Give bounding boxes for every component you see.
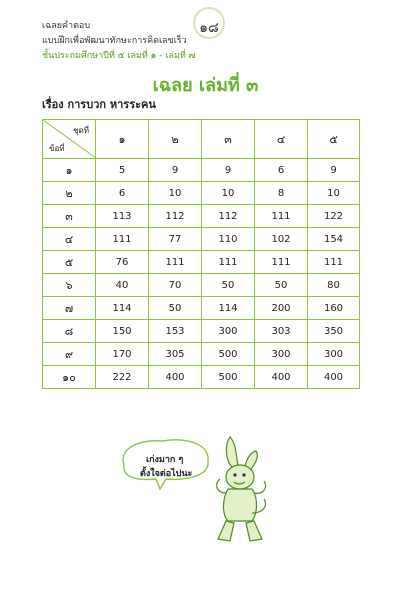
- answer-cell: 111: [149, 251, 202, 274]
- answer-cell: 10: [202, 182, 255, 205]
- rabbit-mascot: [118, 435, 298, 545]
- answer-cell: 122: [308, 205, 360, 228]
- page-title: เฉลย เล่มที่ ๓: [152, 75, 259, 96]
- answer-cell: 40: [96, 274, 149, 297]
- column-header: ๒: [149, 120, 202, 159]
- table-row: [43, 182, 360, 205]
- answer-cell: 50: [149, 297, 202, 320]
- table-row: [43, 159, 360, 182]
- row-header: ๒: [43, 182, 96, 205]
- answer-cell: 80: [308, 274, 360, 297]
- answer-cell: 222: [96, 366, 149, 389]
- row-header: ๑: [43, 159, 96, 182]
- answer-cell: 300: [202, 320, 255, 343]
- column-header: ๔: [255, 120, 308, 159]
- answer-cell: 50: [202, 274, 255, 297]
- table-row: [43, 251, 360, 274]
- answer-cell: 300: [255, 343, 308, 366]
- row-header: ๙: [43, 343, 96, 366]
- table-row: [43, 274, 360, 297]
- subject-heading: เรื่อง การบวก หารระคน: [42, 98, 156, 111]
- column-header: ๕: [308, 120, 360, 159]
- answer-cell: 8: [255, 182, 308, 205]
- row-header: ๔: [43, 228, 96, 251]
- answer-cell: 500: [202, 343, 255, 366]
- table-row: [43, 205, 360, 228]
- answer-cell: 350: [308, 320, 360, 343]
- row-header: ๕: [43, 251, 96, 274]
- answer-cell: 6: [255, 159, 308, 182]
- answer-cell: 305: [149, 343, 202, 366]
- corner-label-set: ชุดที่: [73, 126, 89, 135]
- answer-cell: 300: [308, 343, 360, 366]
- answer-cell: 9: [202, 159, 255, 182]
- row-header: ๖: [43, 274, 96, 297]
- answer-cell: 111: [255, 205, 308, 228]
- answer-cell: 200: [255, 297, 308, 320]
- answer-cell: 154: [308, 228, 360, 251]
- answer-cell: 160: [308, 297, 360, 320]
- header-line-1: เฉลยคำตอบ: [42, 21, 91, 31]
- row-header: ๗: [43, 297, 96, 320]
- answer-cell: 6: [96, 182, 149, 205]
- answer-cell: 114: [96, 297, 149, 320]
- answer-cell: 76: [96, 251, 149, 274]
- answer-cell: 10: [308, 182, 360, 205]
- table-row: [43, 320, 360, 343]
- answer-cell: 77: [149, 228, 202, 251]
- answer-cell: 111: [255, 251, 308, 274]
- answer-cell: 400: [255, 366, 308, 389]
- answer-cell: 153: [149, 320, 202, 343]
- answer-cell: 111: [202, 251, 255, 274]
- row-header: ๓: [43, 205, 96, 228]
- answer-cell: 102: [255, 228, 308, 251]
- answer-cell: 170: [96, 343, 149, 366]
- header-line-3: ชั้นประถมศึกษาปีที่ ๕ เล่มที่ ๑ - เล่มที่ ๗: [42, 51, 196, 61]
- answer-cell: 150: [96, 320, 149, 343]
- rabbit-icon: [217, 437, 266, 541]
- table-row: [43, 297, 360, 320]
- answer-cell: 114: [202, 297, 255, 320]
- answer-cell: 50: [255, 274, 308, 297]
- answer-cell: 111: [308, 251, 360, 274]
- answer-cell: 9: [149, 159, 202, 182]
- page-number: ๑๘: [199, 20, 219, 36]
- answer-cell: 110: [202, 228, 255, 251]
- page-number-badge: [192, 6, 226, 40]
- answer-cell: 111: [96, 228, 149, 251]
- answer-cell: 10: [149, 182, 202, 205]
- answer-cell: 113: [96, 205, 149, 228]
- column-header: ๑: [96, 120, 149, 159]
- answer-cell: 112: [149, 205, 202, 228]
- answer-cell: 400: [149, 366, 202, 389]
- corner-label-item: ข้อที่: [49, 144, 65, 153]
- answer-table: [42, 119, 360, 389]
- table-corner-cell: [43, 120, 96, 159]
- speech-bubble-line-1: เก่งมาก ๆ: [146, 455, 184, 465]
- table-row: [43, 343, 360, 366]
- row-header: ๘: [43, 320, 96, 343]
- table-header-row: [43, 120, 360, 159]
- answer-cell: 400: [308, 366, 360, 389]
- header-line-2: แบบฝึกเพื่อพัฒนาทักษะการคิดเลขเร็ว: [42, 36, 187, 46]
- speech-bubble-line-2: ตั้งใจต่อไปนะ: [140, 469, 193, 479]
- answer-cell: 5: [96, 159, 149, 182]
- table-row: [43, 366, 360, 389]
- answer-cell: 500: [202, 366, 255, 389]
- answer-cell: 9: [308, 159, 360, 182]
- column-header: ๓: [202, 120, 255, 159]
- answer-cell: 303: [255, 320, 308, 343]
- answer-cell: 112: [202, 205, 255, 228]
- row-header: ๑๐: [43, 366, 96, 389]
- table-row: [43, 228, 360, 251]
- answer-cell: 70: [149, 274, 202, 297]
